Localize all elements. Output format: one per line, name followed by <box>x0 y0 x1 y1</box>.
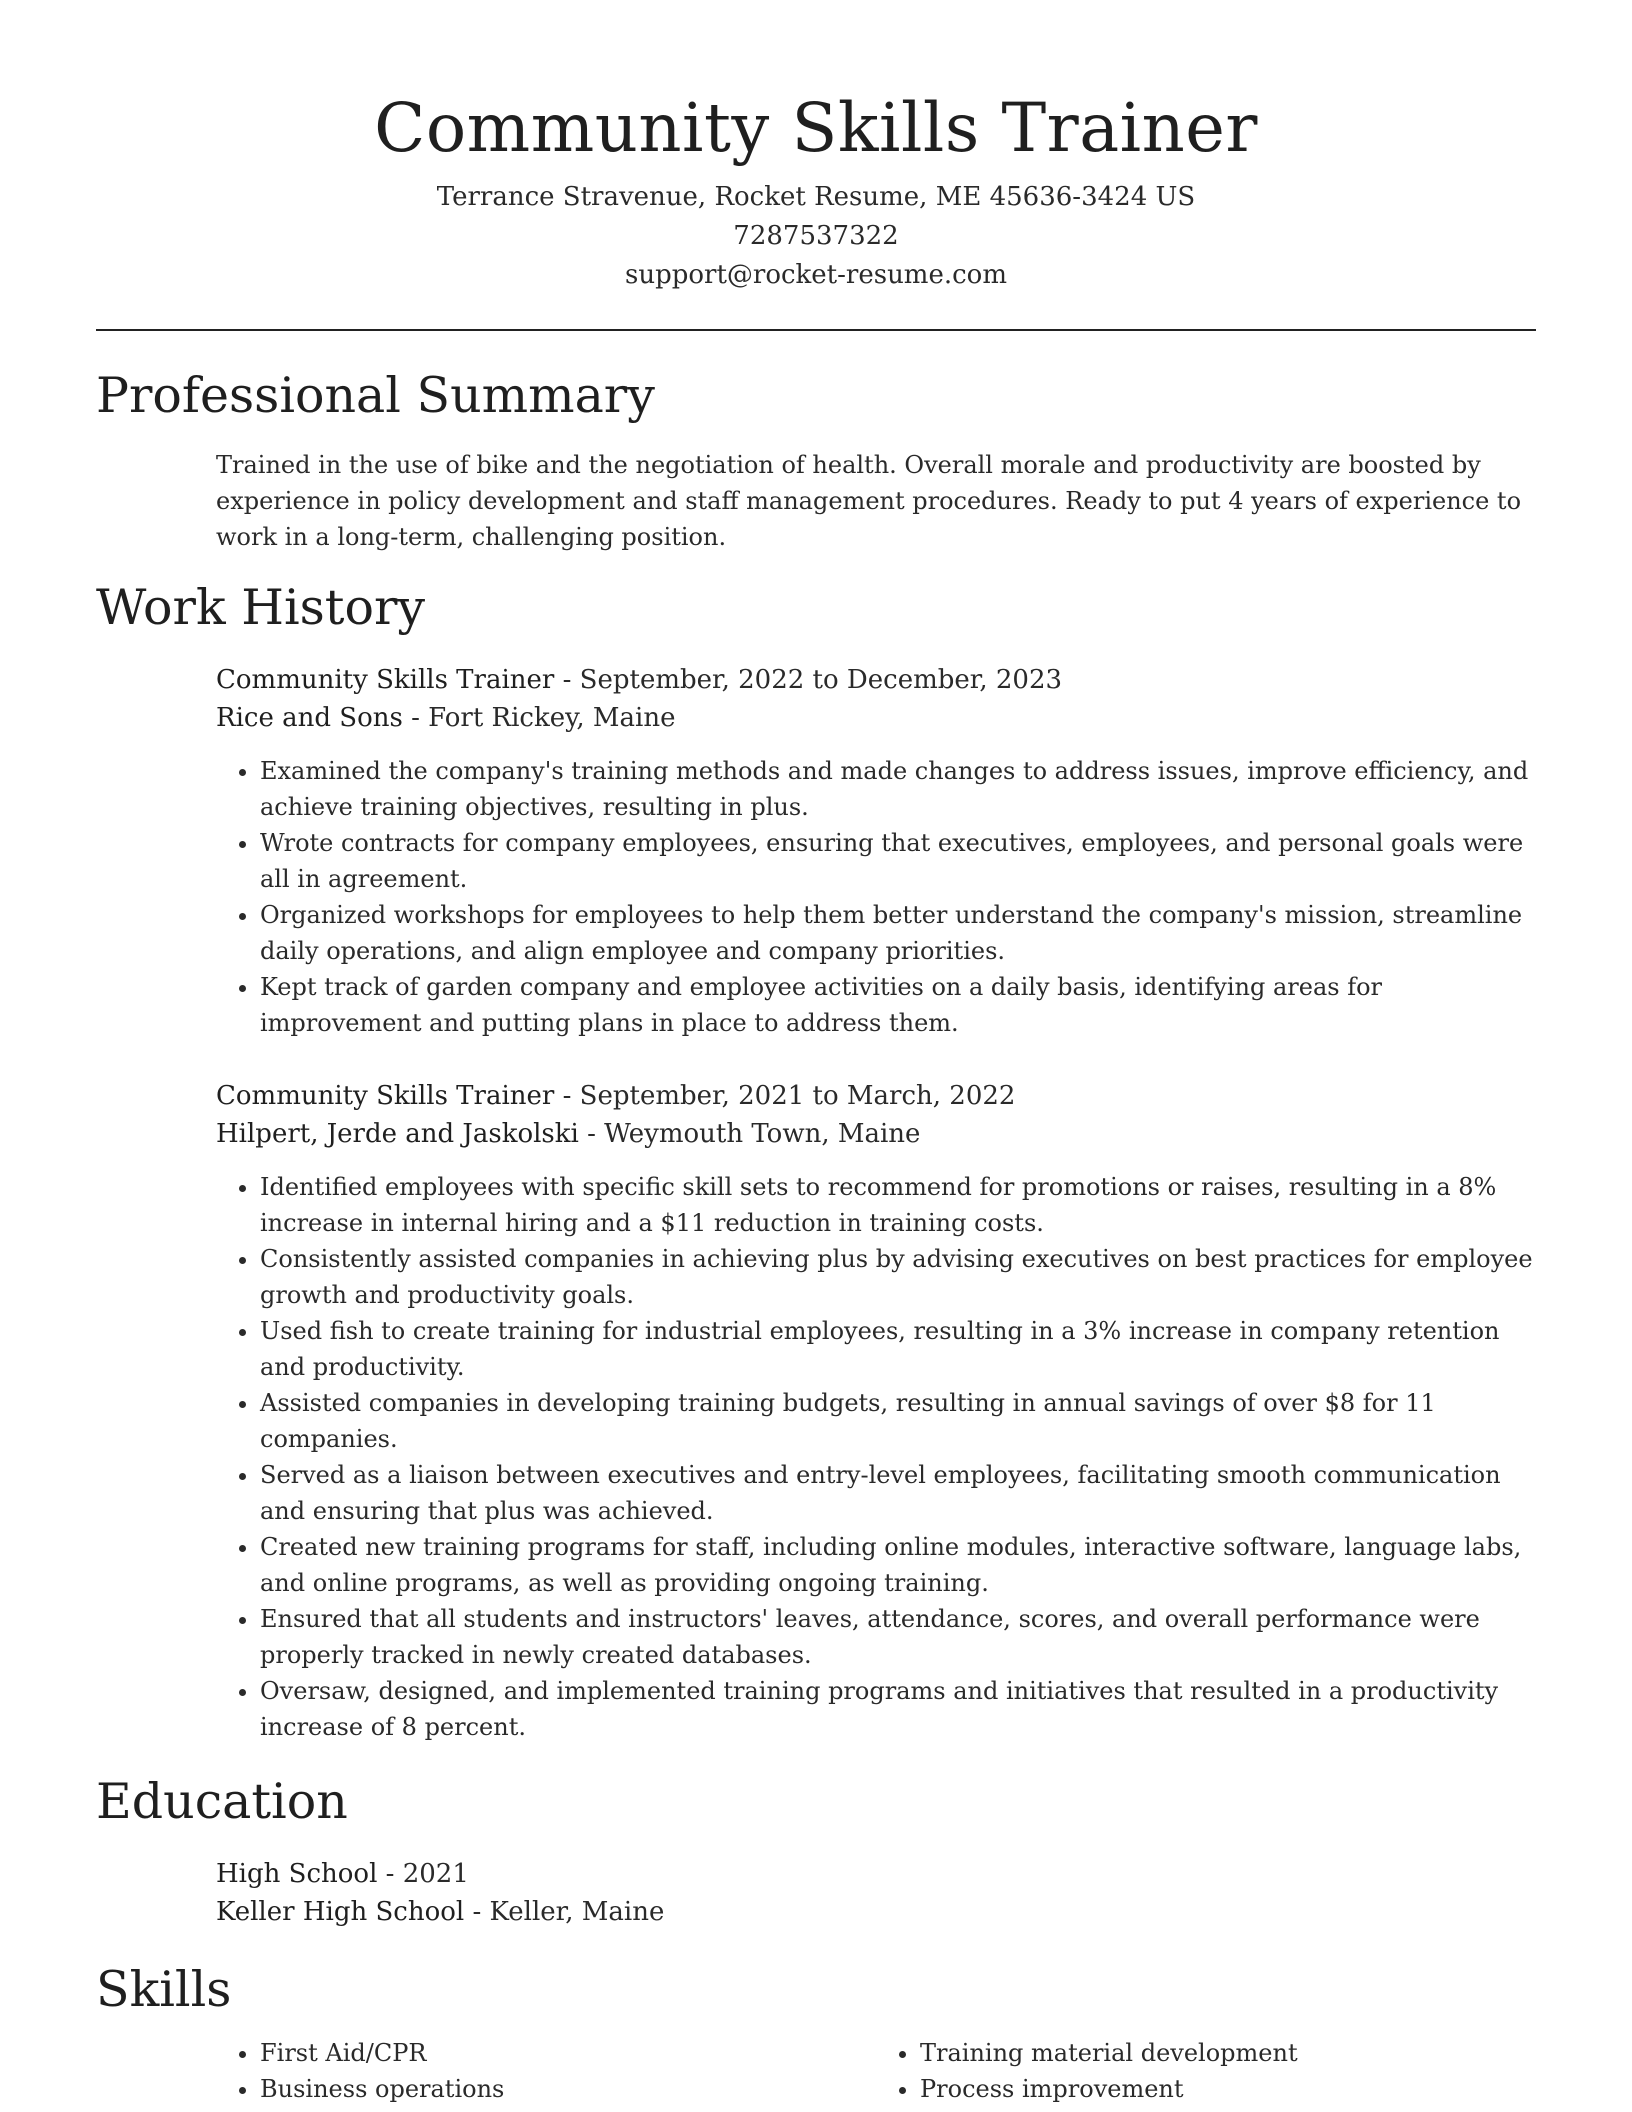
list-item: • First Aid/CPR <box>260 2035 876 2071</box>
job-bullet-list <box>216 1169 1536 1745</box>
education-degree-line <box>216 1855 1536 1893</box>
skills-column-right <box>876 2035 1536 2107</box>
job-title-line <box>216 661 1536 699</box>
job-role: Community Skills Trainer <box>216 665 555 695</box>
job-title-line <box>216 1077 1536 1115</box>
resume-name: Community Skills Trainer <box>374 89 1258 167</box>
list-item: • Business operations <box>260 2071 876 2107</box>
summary-title: Professional Summary <box>96 367 655 424</box>
skills-section <box>96 1959 1536 2107</box>
job-location: - Weymouth Town, Maine <box>578 1119 921 1149</box>
list-item: • Kept track of garden company and employee activities on a daily basis, identifying areas for improvement and putting plans in place to address them. <box>260 969 1536 1041</box>
skills-title: Skills <box>96 1961 232 2018</box>
skills-grid <box>216 2035 1536 2107</box>
job-company-line <box>216 1115 1536 1153</box>
resume-header <box>96 0 1536 295</box>
list-item: • Ensured that all students and instructors' leaves, attendance, scores, and overall performance were properly tracked in newly created databases. <box>260 1601 1536 1673</box>
list-item: • Oversaw, designed, and implemented training programs and initiatives that resulted in a productivity increase of 8 percent. <box>260 1673 1536 1745</box>
list-item: • Created new training programs for staff, including online modules, interactive software, language labs, and online programs, as well as providing ongoing training. <box>260 1529 1536 1601</box>
education-degree: High School <box>216 1859 378 1889</box>
education-year: - 2021 <box>377 1859 469 1889</box>
list-item: • Organized workshops for employees to help them better understand the company's mission, streamline daily operations, and align employee and company priorities. <box>260 897 1536 969</box>
work-history-title: Work History <box>96 579 426 636</box>
education-entry <box>216 1855 1536 1931</box>
list-item: • Process improvement <box>920 2071 1536 2107</box>
education-section <box>96 1771 1536 1931</box>
list-item: • Examined the company's training methods and made changes to address issues, improve efficiency, and achieve training objectives, resulting in plus. <box>260 753 1536 825</box>
education-title: Education <box>96 1773 348 1830</box>
education-school-line <box>216 1893 1536 1931</box>
job-company: Hilpert, Jerde and Jaskolski <box>216 1119 579 1149</box>
summary-text: Trained in the use of bike and the negotiation of health. Overall morale and productivity are boosted by experience in policy development and staff management procedures. Ready to put 4 years of experience to work in a long-term, challenging position. <box>216 451 1522 551</box>
list-item: • Used fish to create training for industrial employees, resulting in a 3% increase in company retention and productivity. <box>260 1313 1536 1385</box>
job-location: - Fort Rickey, Maine <box>402 703 676 733</box>
education-location: - Keller, Maine <box>464 1897 665 1927</box>
resume-page <box>96 0 1536 2107</box>
contact-address: Terrance Stravenue, Rocket Resume, ME 45636-3424 US <box>436 182 1196 212</box>
skills-column-left <box>216 2035 876 2107</box>
job-role: Community Skills Trainer <box>216 1081 555 1111</box>
list-item: • Assisted companies in developing training budgets, resulting in annual savings of over $8 for 11 companies. <box>260 1385 1536 1457</box>
contact-email: support@rocket-resume.com <box>624 260 1007 290</box>
list-item: • Identified employees with specific skill sets to recommend for promotions or raises, resulting in a 8% increase in internal hiring and a $11 reduction in training costs. <box>260 1169 1536 1241</box>
list-item: • Served as a liaison between executives and entry-level employees, facilitating smooth communication and ensuring that plus was achieved. <box>260 1457 1536 1529</box>
list-item: • Wrote contracts for company employees, ensuring that executives, employees, and personal goals were all in agreement. <box>260 825 1536 897</box>
job-company-line <box>216 699 1536 737</box>
job-entry <box>216 1077 1536 1745</box>
job-dates: - September, 2021 to March, 2022 <box>554 1081 1016 1111</box>
job-dates: - September, 2022 to December, 2023 <box>554 665 1063 695</box>
header-divider <box>96 329 1536 331</box>
education-school: Keller High School <box>216 1897 465 1927</box>
job-company: Rice and Sons <box>216 703 403 733</box>
summary-section <box>96 365 1536 555</box>
job-bullet-list <box>216 753 1536 1041</box>
list-item: • Training material development <box>920 2035 1536 2071</box>
work-history-section <box>96 577 1536 1745</box>
contact-info <box>96 178 1536 295</box>
job-entry <box>216 661 1536 1041</box>
contact-phone: 7287537322 <box>733 221 899 251</box>
list-item: • Consistently assisted companies in achieving plus by advising executives on best practices for employee growth and productivity goals. <box>260 1241 1536 1313</box>
